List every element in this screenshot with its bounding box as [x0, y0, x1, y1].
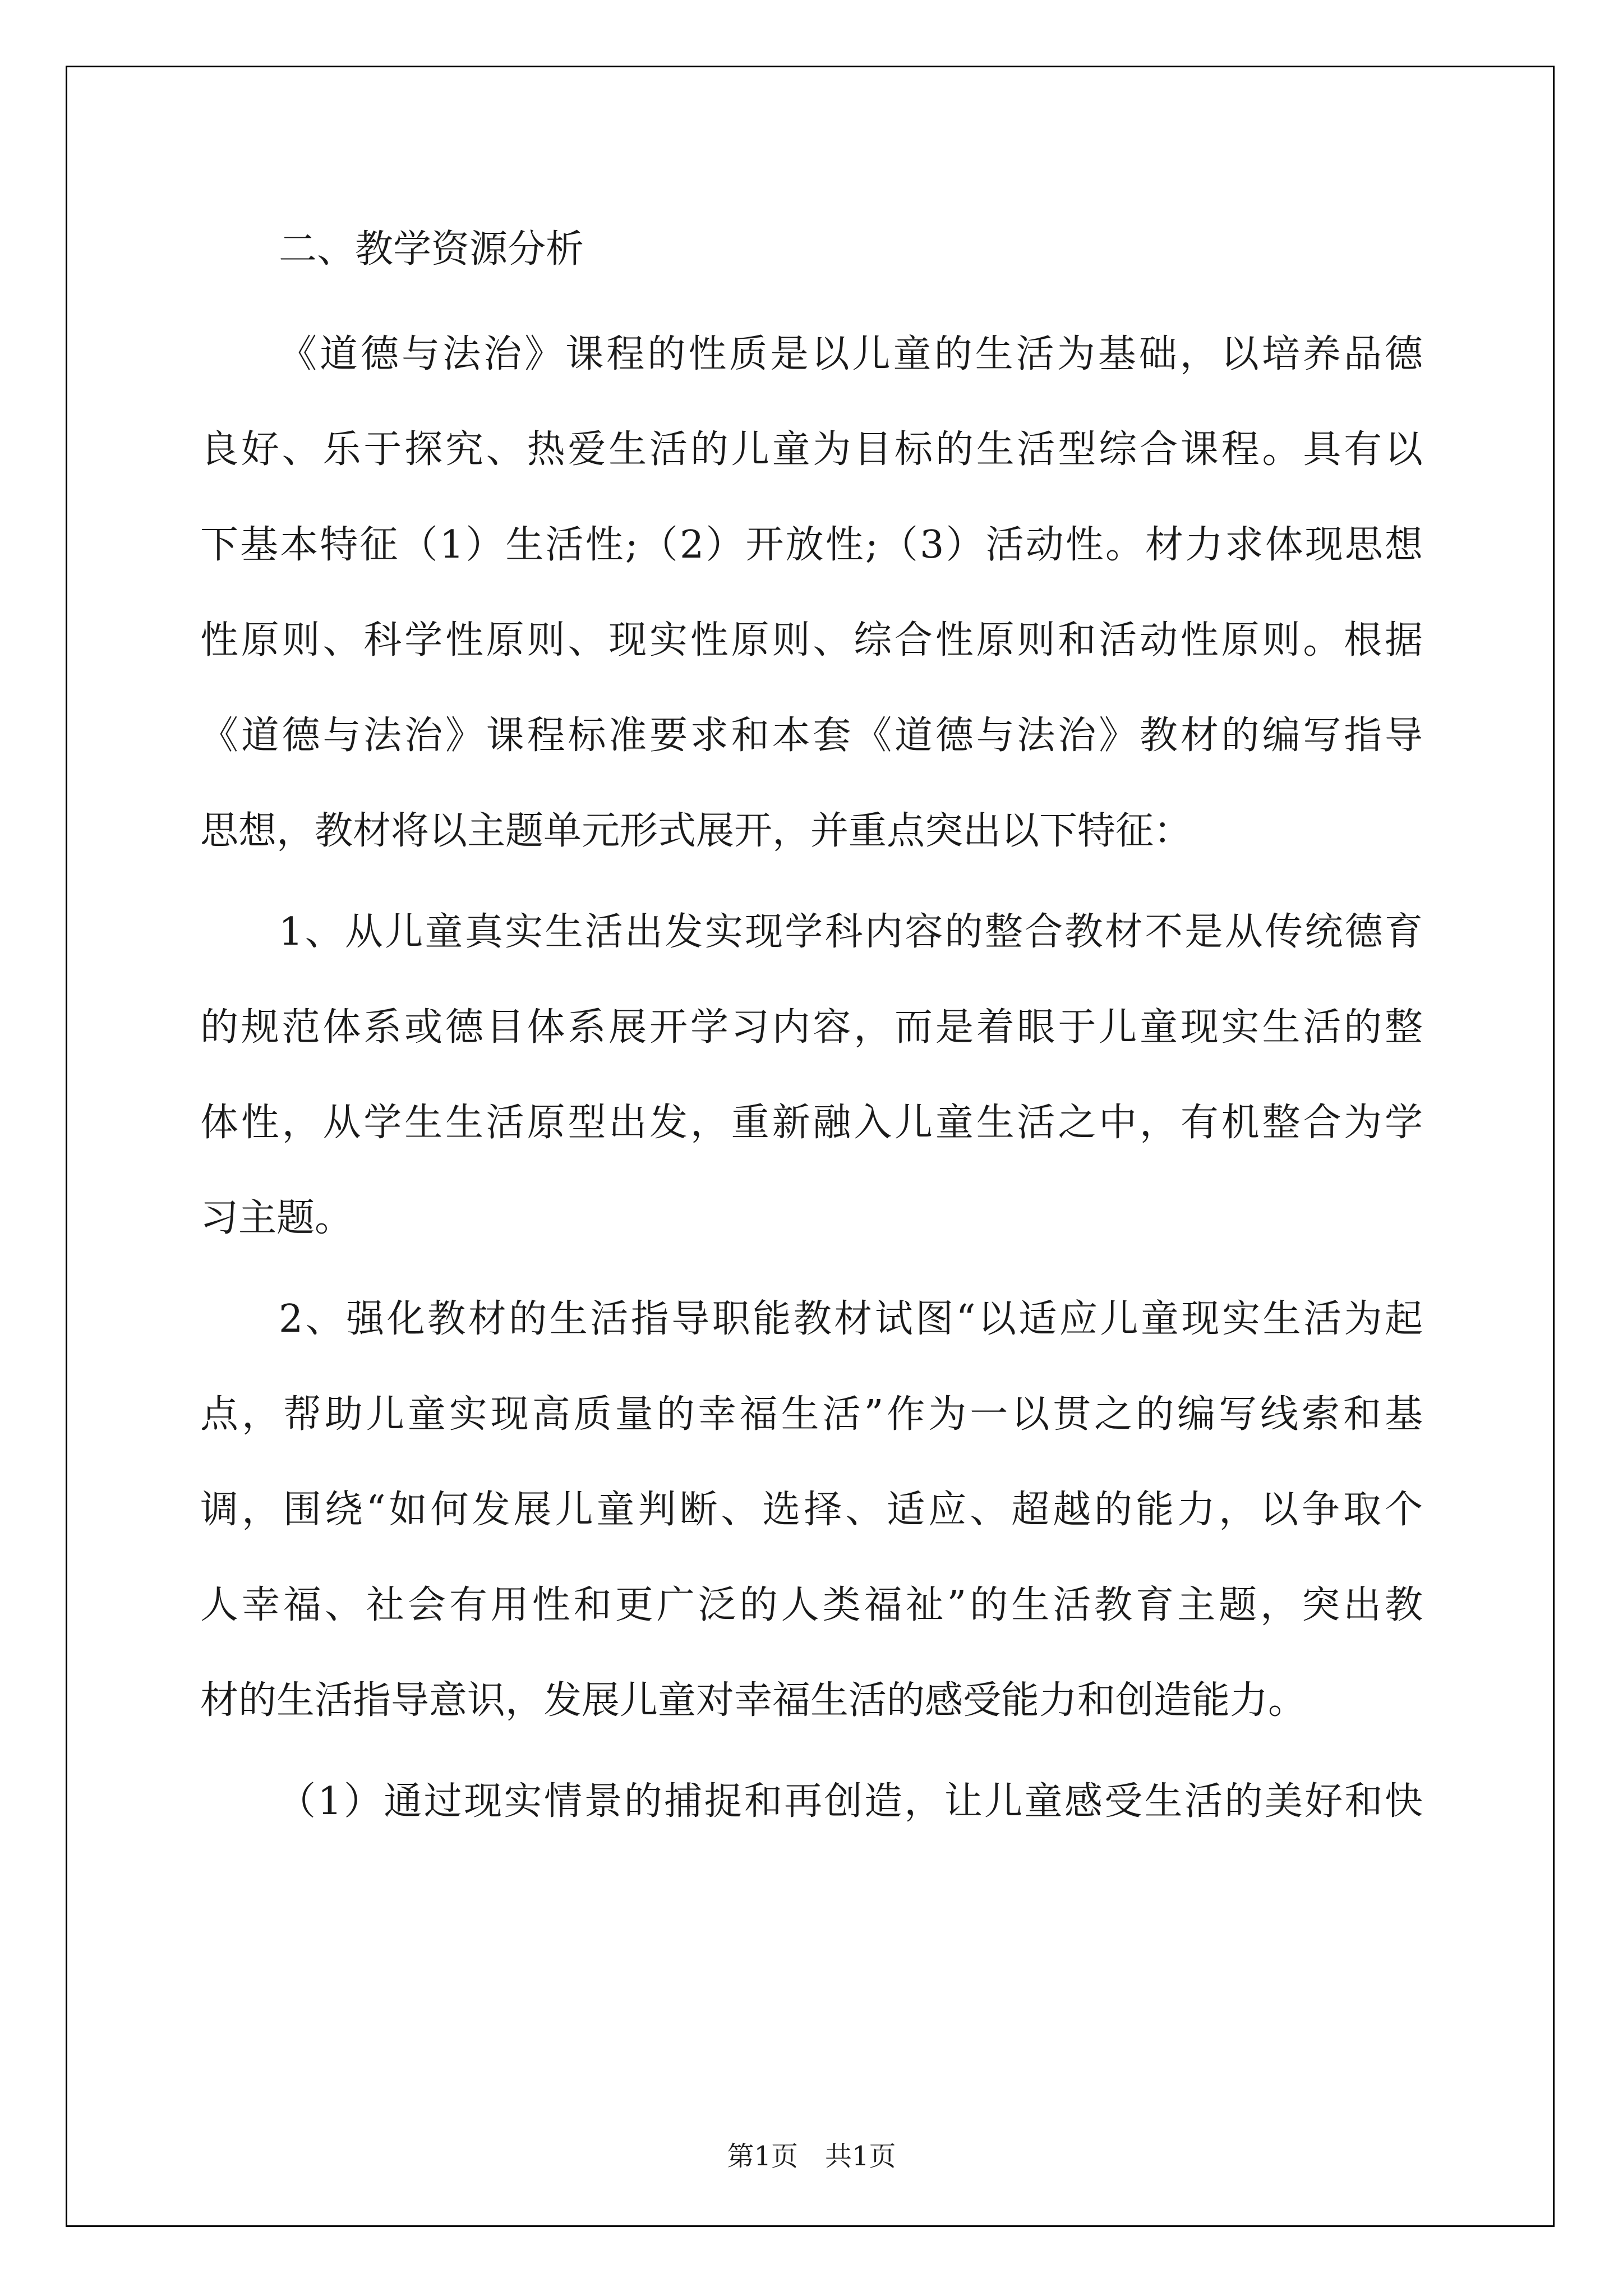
paragraph-line: 的规范体系或德目体系展开学习内容，而是着眼于儿童现实生活的整: [200, 1005, 1423, 1050]
paragraph-line: 调，围绕“如何发展儿童判断、选择、适应、超越的能力，以争取个: [200, 1488, 1423, 1532]
paragraph-line: 《道德与法治》课程的性质是以儿童的生活为基础，以培养品德: [279, 332, 1423, 376]
paragraph-line: 1、从儿童真实生活出发实现学科内容的整合教材不是从传统德育: [279, 910, 1423, 954]
paragraph-line: 思想，教材将以主题单元形式展开，并重点突出以下特征：: [200, 809, 1192, 853]
page-number-footer: 第1页 共1页: [727, 2141, 896, 2172]
paragraph-line: 性原则、科学性原则、现实性原则、综合性原则和活动性原则。根据: [200, 618, 1423, 662]
paragraph-line: 习主题。: [200, 1196, 353, 1240]
paragraph-line: 点，帮助儿童实现高质量的幸福生活”作为一以贯之的编写线索和基: [200, 1392, 1423, 1437]
paragraph-line: 良好、乐于探究、热爱生活的儿童为目标的生活型综合课程。具有以: [200, 427, 1423, 472]
paragraph-line: 人幸福、社会有用性和更广泛的人类福祉”的生活教育主题，突出教: [200, 1583, 1423, 1627]
section-heading: 二、教学资源分析: [279, 227, 584, 272]
paragraph-line: 2、强化教材的生活指导职能教材试图“以适应儿童现实生活为起: [279, 1297, 1423, 1341]
paragraph-line: 《道德与法治》课程标准要求和本套《道德与法治》教材的编写指导: [200, 714, 1423, 758]
paragraph-line: 材的生活指导意识，发展儿童对幸福生活的感受能力和创造能力。: [200, 1678, 1307, 1723]
paragraph-line: 体性，从学生生活原型出发，重新融入儿童生活之中，有机整合为学: [200, 1101, 1423, 1145]
paragraph-line: （1）通过现实情景的捕捉和再创造，让儿童感受生活的美好和快: [278, 1779, 1423, 1824]
paragraph-line: 下基本特征（1）生活性;（2）开放性;（3）活动性。材力求体现思想: [200, 523, 1423, 567]
